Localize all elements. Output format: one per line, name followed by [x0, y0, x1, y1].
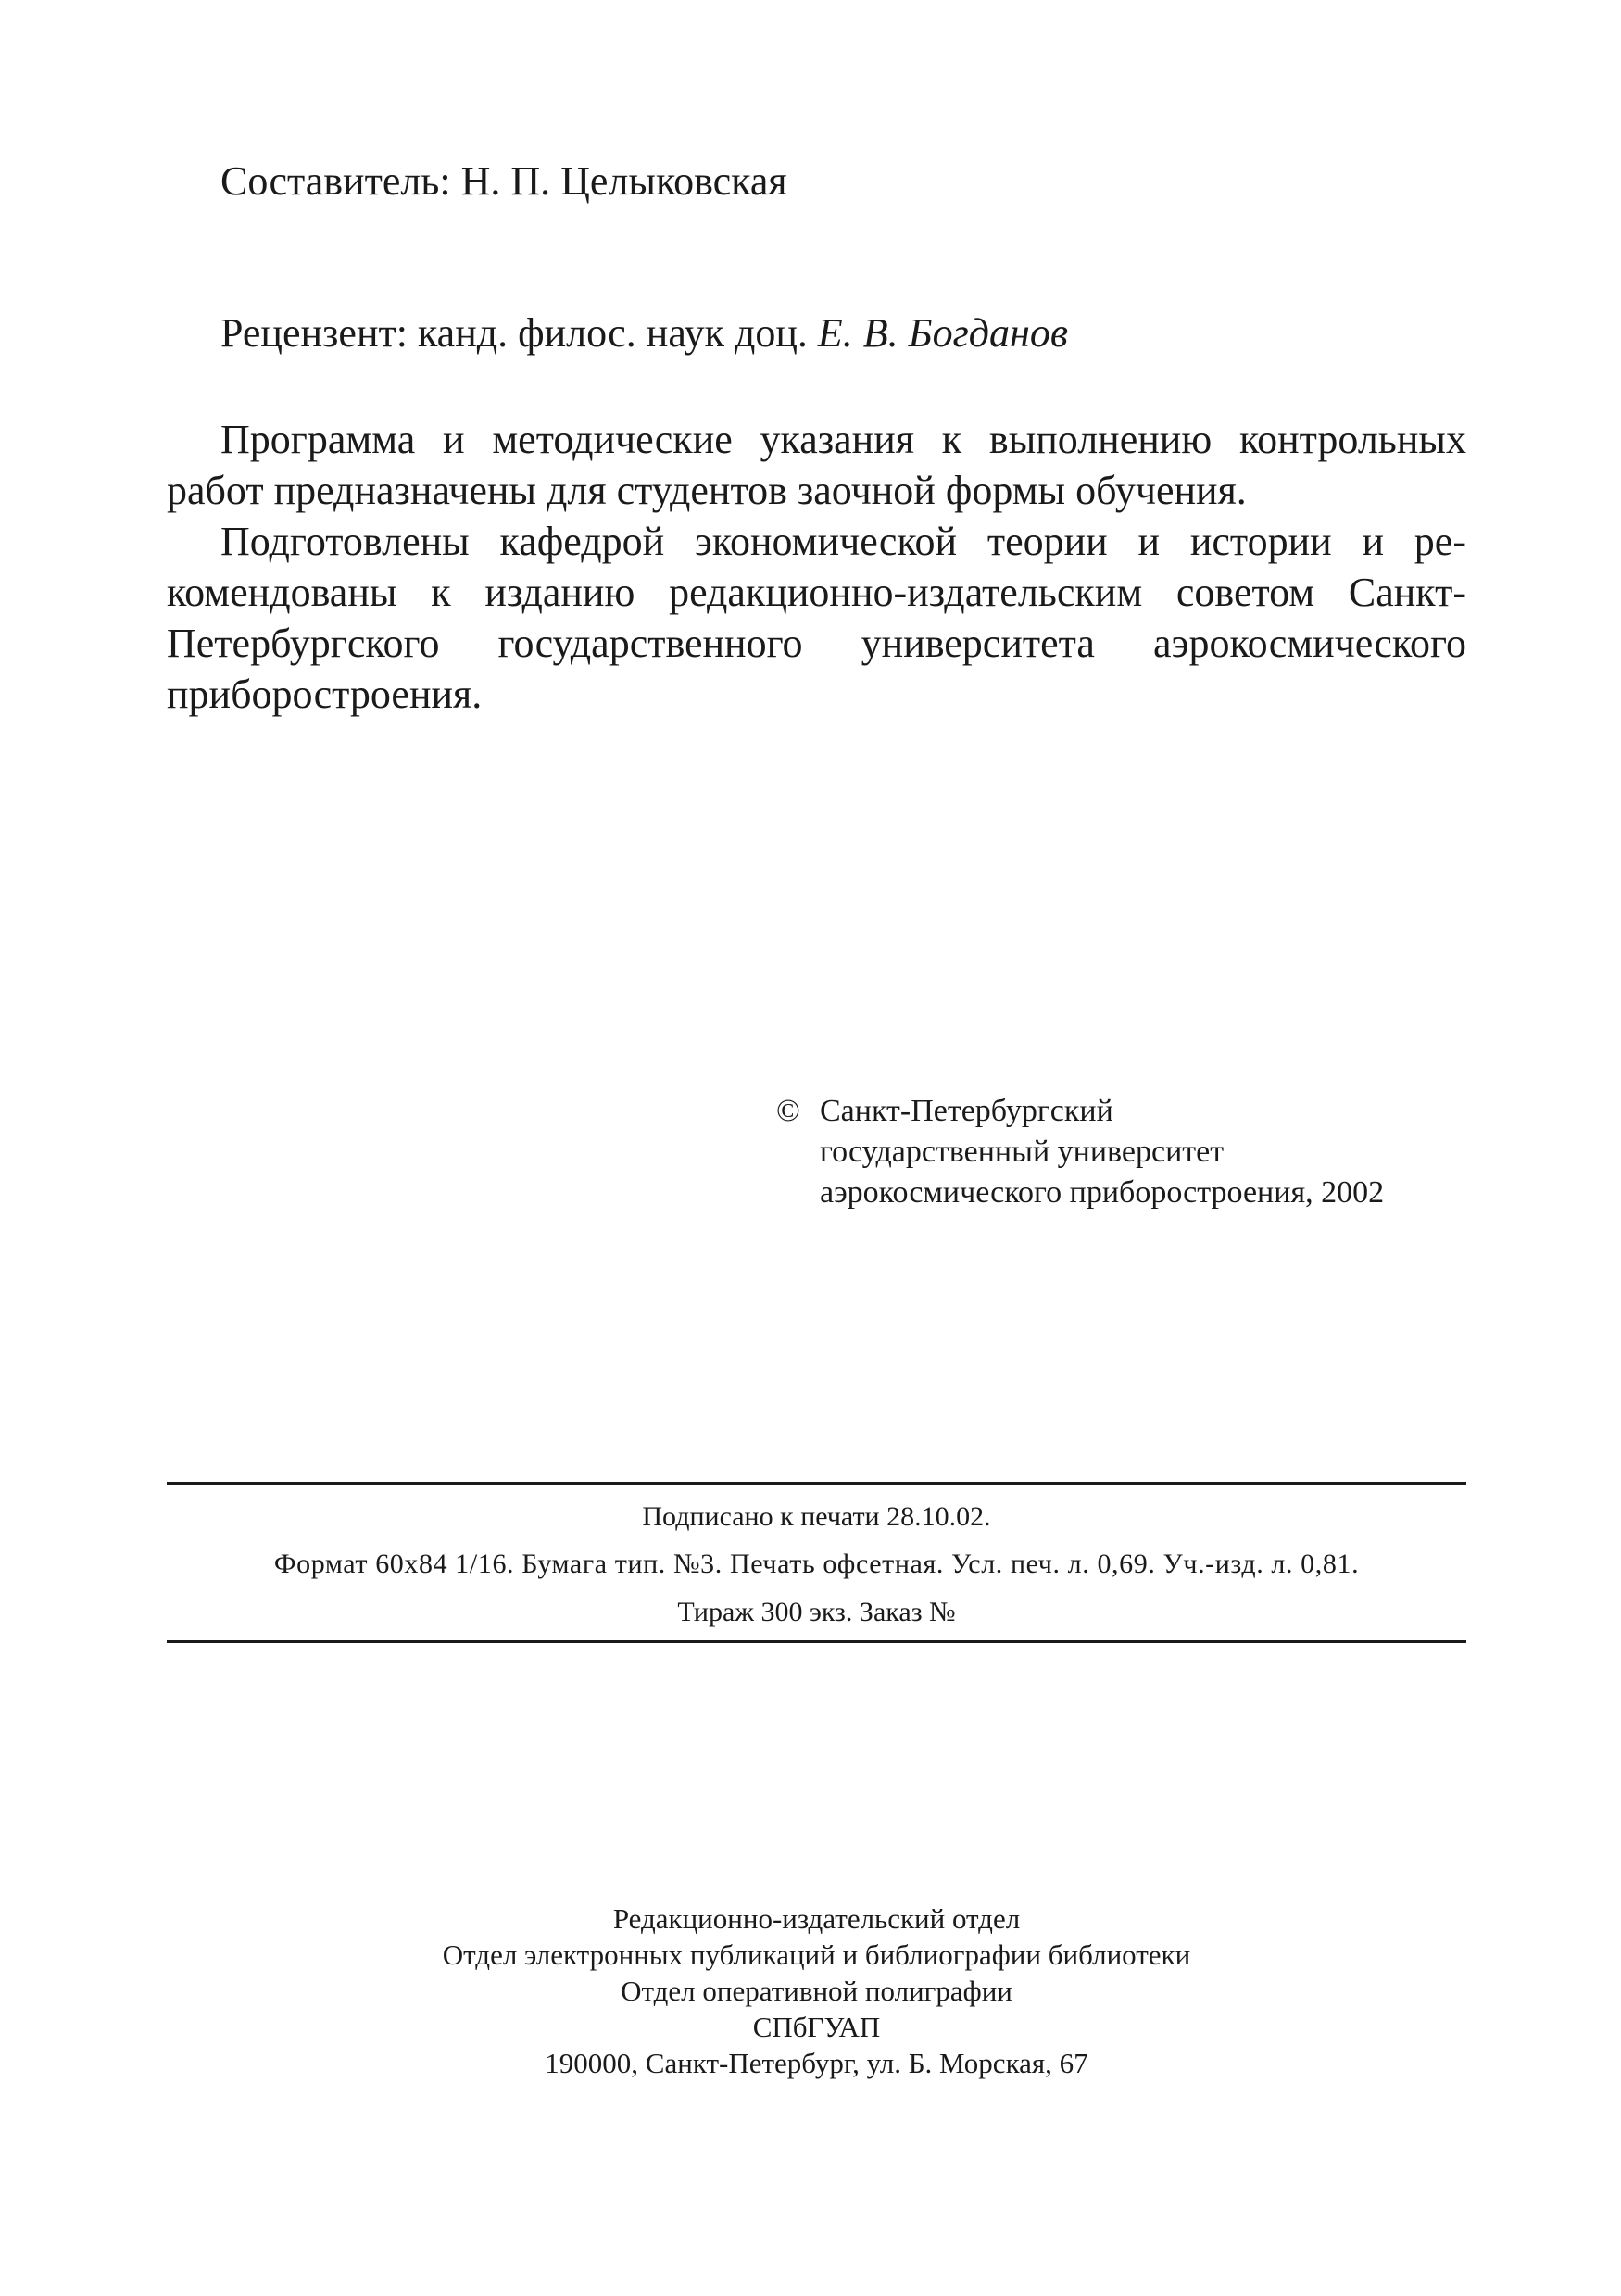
publisher-block — [167, 1901, 1466, 2081]
imprint-top-rule — [167, 1482, 1466, 1485]
publisher-line: Отдел оперативной полиграфии — [621, 1975, 1012, 2007]
publisher-line: Редакционно-издательский отдел — [612, 1902, 1021, 1935]
compiler-label: Составитель: — [220, 158, 451, 204]
reviewer-label: Рецензент: канд. филос. наук доц. — [220, 310, 808, 356]
imprint-circulation: Тираж 300 экз. Заказ № — [677, 1597, 956, 1627]
copyright-block — [776, 1091, 1384, 1213]
compiler-line — [220, 157, 787, 205]
reviewer-line — [220, 309, 1068, 357]
copyright-symbol: © — [776, 1094, 800, 1128]
copyright-line: Санкт-Петербургский — [820, 1094, 1113, 1128]
imprint-bottom-rule — [167, 1640, 1466, 1643]
reviewer-name: Е. В. Богданов — [817, 310, 1068, 356]
imprint-format: Формат 60х84 1/16. Бумага тип. №3. Печать офсетная. Усл. печ. л. 0,69. Уч.-изд. л. 0,81. — [273, 1549, 1360, 1579]
copyright-line: аэрокосмического приборостроения, 2002 — [820, 1175, 1385, 1210]
publisher-line: Отдел электронных публикаций и библиографии библиотеки — [442, 1938, 1191, 1971]
publisher-line: СПбГУАП — [752, 2011, 881, 2043]
description-paragraph: Программа и методические указания к выполнению контрольных работ предназначены для студентов заочной формы обучения. — [167, 417, 1466, 513]
copyright-line: государственный университет — [820, 1135, 1225, 1169]
compiler-name: Н. П. Целыковская — [460, 158, 787, 204]
imprint-signed: Подписано к печати 28.10.02. — [642, 1501, 991, 1532]
approval-paragraph: Подготовлены кафедрой экономической теории и истории и рекомендованы к изданию редакционно-издательским советом Санкт-Петербургского государственного университета аэрокосмического приборостроения. — [167, 519, 1466, 717]
publisher-address: 190000, Санкт-Петербург, ул. Б. Морская, 67 — [545, 2047, 1088, 2079]
